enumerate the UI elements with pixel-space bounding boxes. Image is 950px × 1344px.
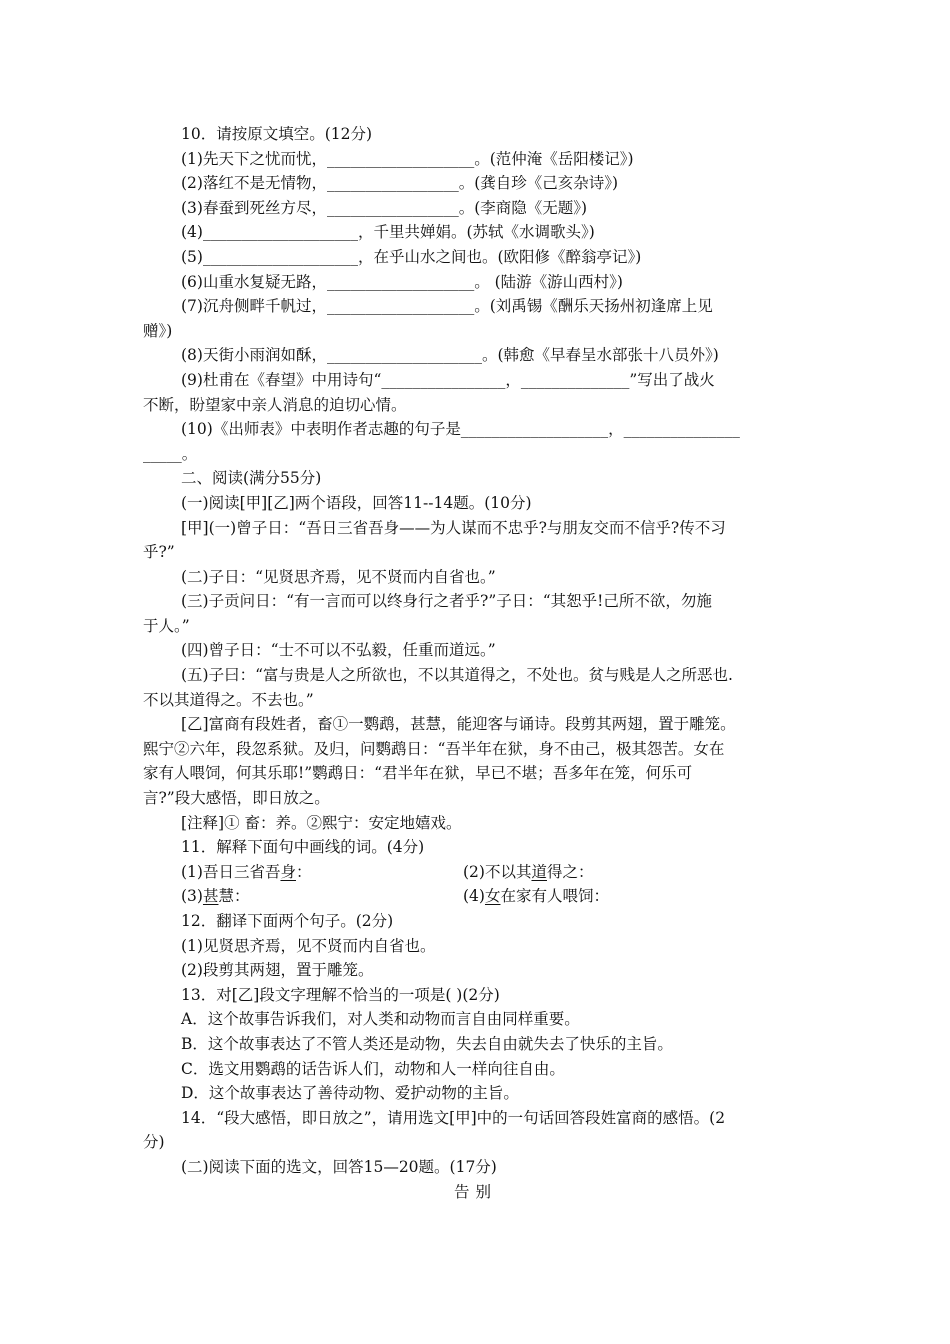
text-line: [乙]富商有段姓者，畜①一鹦鹉，甚慧，能迎客与诵诗。段剪其两翅，置于雕笼。 — [181, 715, 736, 734]
text-line: 乎?” — [143, 543, 175, 562]
text-line: A．这个故事告诉我们，对人类和动物而言自由同样重要。 — [181, 1010, 580, 1029]
text-line: (1)见贤思齐焉，见不贤而内自省也。 — [181, 936, 436, 955]
text-line: (7)沉舟侧畔千帆过，___________________。(刘禹锡《酬乐天扬州初逢席上见 — [181, 297, 713, 316]
text-block-questions-12-14 — [143, 909, 808, 1180]
q11-item-3-end: 慧： — [218, 887, 250, 906]
text-line: [注释]① 畜：养。②熙宁：安定地嬉戏。 — [181, 813, 462, 832]
q11-item-3-underlined: 甚 — [202, 887, 219, 906]
q11-item-1-underlined: 身 — [280, 862, 296, 881]
text-line: 11．解释下面句中画线的词。(4分) — [181, 838, 425, 857]
q11-item-4 — [463, 884, 609, 909]
q11-item-1 — [181, 860, 463, 885]
q11-row-1 — [143, 860, 808, 885]
q11-item-4-text: (4) — [463, 887, 485, 906]
q11-item-4-end: 在家有人喂饲： — [500, 887, 609, 906]
text-line: D．这个故事表达了善待动物、爱护动物的主旨。 — [181, 1084, 519, 1103]
q11-item-2-text: (2)不以其 — [463, 862, 532, 881]
text-line: 14．“段大感悟，即日放之”，请用选文[甲]中的一句话回答段姓富商的感悟。(2 — [181, 1108, 726, 1127]
text-line: 二、阅读(满分55分) — [181, 469, 322, 488]
text-line: (6)山重水复疑无路，___________________。 (陆游《游山西村》) — [181, 272, 623, 291]
text-line: 10．请按原文填空。(12分) — [181, 125, 373, 143]
text-line: C．选文用鹦鹉的话告诉人们，动物和人一样向往自由。 — [181, 1059, 565, 1078]
q11-item-2-end: 得之： — [546, 862, 594, 881]
text-line: [甲](一)曾子日：“吾日三省吾身——为人谋而不忠乎?与朋友交而不信乎?传不习 — [181, 518, 726, 537]
text-line: 13．对[乙]段文字理解不恰当的一项是( )(2分) — [181, 985, 500, 1004]
text-line: (1)先天下之忧而忧，___________________。(范仲淹《岳阳楼记》) — [181, 149, 634, 168]
text-line: (四)曾子日：“士不可以不弘毅，任重而道远。” — [181, 641, 496, 660]
text-line: 不断，盼望家中亲人消息的迫切心情。 — [143, 395, 407, 414]
text-line: (五)子曰：“富与贵是人之所欲也，不以其道得之，不处也。贫与贱是人之所恶也. — [181, 666, 733, 685]
text-line: 言?”段大感悟，即日放之。 — [143, 789, 330, 808]
q11-row-2 — [143, 884, 808, 909]
text-line: B．这个故事表达了不管人类还是动物，失去自由就失去了快乐的主旨。 — [181, 1034, 673, 1053]
q11-item-3 — [181, 884, 463, 909]
q11-item-1-end: ： — [295, 862, 312, 881]
text-line: (三)子贡问日：“有一言而可以终身行之者乎?”子日：“其恕乎!己所不欲，勿施 — [181, 592, 712, 611]
text-line: (一)阅读[甲][乙]两个语段，回答11--14题。(10分) — [181, 493, 532, 512]
q11-item-3-text: (3) — [181, 887, 203, 906]
q11-item-1-text: (1)吾日三省吾 — [181, 862, 281, 881]
text-line: 赠》) — [143, 321, 173, 340]
text-line: 不以其道得之。不去也。” — [143, 690, 314, 709]
text-line: (8)天街小雨润如酥，____________________。(韩愈《早春呈水部张十八员外》) — [181, 346, 719, 365]
q11-item-2 — [463, 860, 594, 885]
text-line: 于人。” — [143, 616, 190, 635]
text-line: (二)子日：“见贤思齐焉，见不贤而内自省也。” — [181, 567, 496, 586]
text-line: (9)杜甫在《春望》中用诗句“________________，______________”写出了战火 — [181, 370, 715, 389]
text-line: (3)春蚕到死丝方尽，_________________。(李商隐《无题》) — [181, 198, 588, 217]
q11-item-4-underlined: 女 — [484, 887, 501, 906]
text-line: (2)落红不是无情物，_________________。(龚自珍《己亥杂诗》) — [181, 174, 619, 193]
section-title: 告别 — [453, 1182, 497, 1201]
text-line: _____。 — [143, 444, 198, 463]
text-line: (二)阅读下面的选文，回答15—20题。(17分) — [181, 1157, 497, 1176]
q11-item-2-underlined: 道 — [531, 862, 547, 881]
text-line: 分) — [143, 1133, 165, 1152]
text-line: 12．翻译下面两个句子。(2分) — [181, 912, 394, 930]
text-line: (10)《出师表》中表明作者志趣的句子是___________________，_______________ — [181, 420, 740, 439]
text-line: (2)段剪其两翅，置于雕笼。 — [181, 961, 374, 980]
text-block-questions-10-11 — [143, 122, 808, 860]
text-line: 熙宁②六年，段忽系狱。及归，问鹦鹉日：“吾半年在狱，身不由己，极其怨苦。女在 — [143, 739, 725, 758]
document-page — [143, 122, 808, 1204]
text-line: (4)____________________，千里共婵娟。(苏轼《水调歌头》) — [181, 223, 595, 242]
text-line: 家有人喂饲，何其乐耶!”鹦鹉日：“君半年在狱，早已不堪；吾多年在笼，何乐可 — [143, 764, 693, 783]
text-line: (5)____________________，在乎山水之间也。(欧阳修《醉翁亭记》) — [181, 247, 642, 266]
